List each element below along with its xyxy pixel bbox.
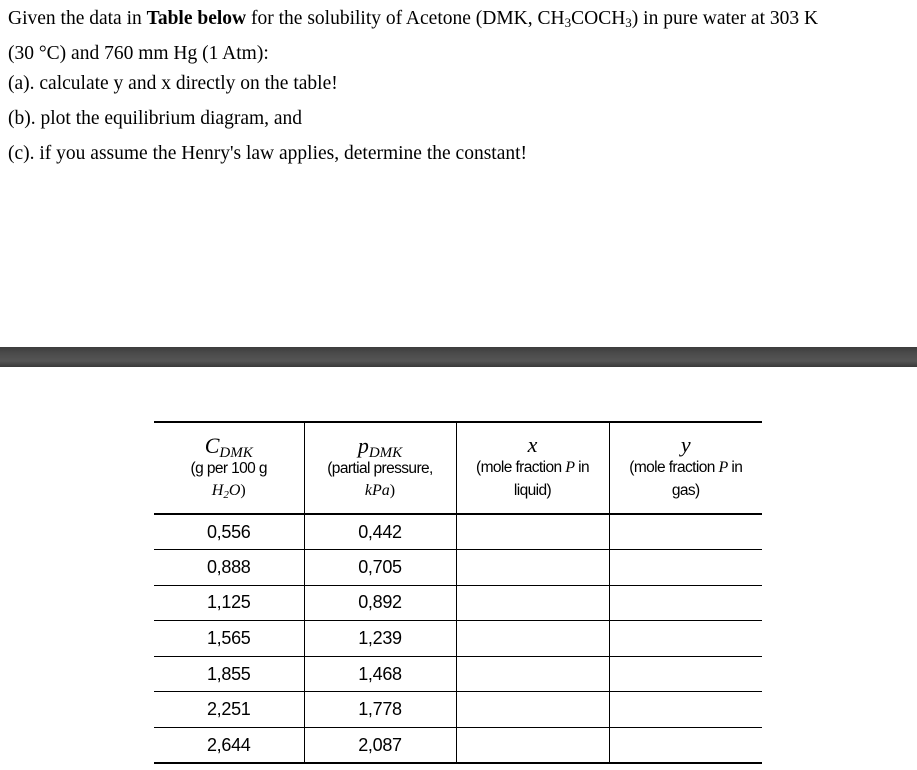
header-desc: (partial pressure, <box>327 459 433 477</box>
header-y <box>609 422 762 514</box>
cell-x[interactable] <box>456 621 609 657</box>
problem-text: Given the data in <box>8 8 147 29</box>
header-symbol: y <box>680 432 691 457</box>
unit-var: kPa <box>364 481 390 499</box>
cell-y[interactable] <box>609 550 762 586</box>
problem-line-2: (30 °C) and 760 mm Hg (1 Atm): <box>8 43 269 64</box>
symbol-letter: p <box>357 432 369 458</box>
table-row <box>154 728 762 764</box>
subscript: 3 <box>625 15 632 30</box>
cell-y[interactable] <box>609 621 762 657</box>
symbol-sub: DMK <box>368 444 403 461</box>
problem-text: for the solubility of Acetone (DMK, CH <box>246 8 565 29</box>
table-row <box>154 692 762 728</box>
problem-text: COCH <box>571 8 626 29</box>
desc-text: gas) <box>671 482 700 499</box>
symbol-letter: C <box>204 432 220 458</box>
part-c: (c). if you assume the Henry's law applies, determine the constant! <box>8 143 528 164</box>
header-unit <box>154 480 304 502</box>
header-c-dmk <box>154 422 304 514</box>
cell-c: 0,556 <box>154 514 304 550</box>
header-x <box>456 422 609 514</box>
cell-x[interactable] <box>456 728 609 764</box>
desc-text: in <box>574 459 589 476</box>
cell-p: 1,239 <box>304 621 456 657</box>
problem-statement <box>8 6 913 176</box>
unit-sub: 2 <box>223 488 229 501</box>
divider-bar <box>0 347 917 367</box>
cell-c: 2,644 <box>154 728 304 764</box>
table-header-row <box>154 422 762 514</box>
table-row <box>154 656 762 692</box>
unit-var: O <box>228 481 241 499</box>
header-desc <box>457 456 609 502</box>
cell-x[interactable] <box>456 585 609 621</box>
cell-p: 0,892 <box>304 585 456 621</box>
subscript: 3 <box>564 15 572 30</box>
desc-text: liquid) <box>513 482 552 499</box>
symbol-sub: DMK <box>219 444 253 461</box>
cell-y[interactable] <box>609 728 762 764</box>
cell-c: 0,888 <box>154 550 304 586</box>
cell-y[interactable] <box>609 514 762 550</box>
table-row <box>154 514 762 550</box>
unit-post: ) <box>240 481 246 499</box>
table-row <box>154 585 762 621</box>
table-row <box>154 550 762 586</box>
desc-text: in <box>727 459 743 476</box>
cell-x[interactable] <box>456 514 609 550</box>
cell-p: 1,778 <box>304 692 456 728</box>
cell-c: 1,125 <box>154 585 304 621</box>
part-a: (a). calculate y and x directly on the table! <box>8 73 338 94</box>
cell-x[interactable] <box>456 656 609 692</box>
header-unit <box>305 480 456 502</box>
unit-post: ) <box>389 481 396 499</box>
header-desc <box>610 456 763 502</box>
header-symbol <box>305 432 456 461</box>
solubility-table-container <box>154 421 762 764</box>
cell-y[interactable] <box>609 692 762 728</box>
cell-x[interactable] <box>456 692 609 728</box>
cell-p: 1,468 <box>304 656 456 692</box>
cell-p: 2,087 <box>304 728 456 764</box>
desc-text: (mole fraction <box>476 459 566 476</box>
table-row <box>154 621 762 657</box>
cell-p: 0,442 <box>304 514 456 550</box>
header-symbol: x <box>527 432 538 457</box>
desc-var: P <box>718 459 728 476</box>
unit-var: H <box>211 481 224 499</box>
cell-c: 2,251 <box>154 692 304 728</box>
solubility-table <box>154 421 762 764</box>
cell-c: 1,855 <box>154 656 304 692</box>
cell-p: 0,705 <box>304 550 456 586</box>
header-symbol <box>154 432 304 461</box>
header-p-dmk <box>304 422 456 514</box>
cell-y[interactable] <box>609 656 762 692</box>
cell-c: 1,565 <box>154 621 304 657</box>
problem-line-1 <box>8 6 913 41</box>
cell-x[interactable] <box>456 550 609 586</box>
part-b: (b). plot the equilibrium diagram, and <box>8 108 303 129</box>
desc-var: P <box>565 459 575 476</box>
header-desc: (g per 100 g <box>190 459 267 477</box>
problem-text: ) in pure water at 303 K <box>631 8 819 29</box>
cell-y[interactable] <box>609 585 762 621</box>
desc-text: (mole fraction <box>629 459 719 476</box>
problem-bold-text: Table below <box>146 8 247 29</box>
